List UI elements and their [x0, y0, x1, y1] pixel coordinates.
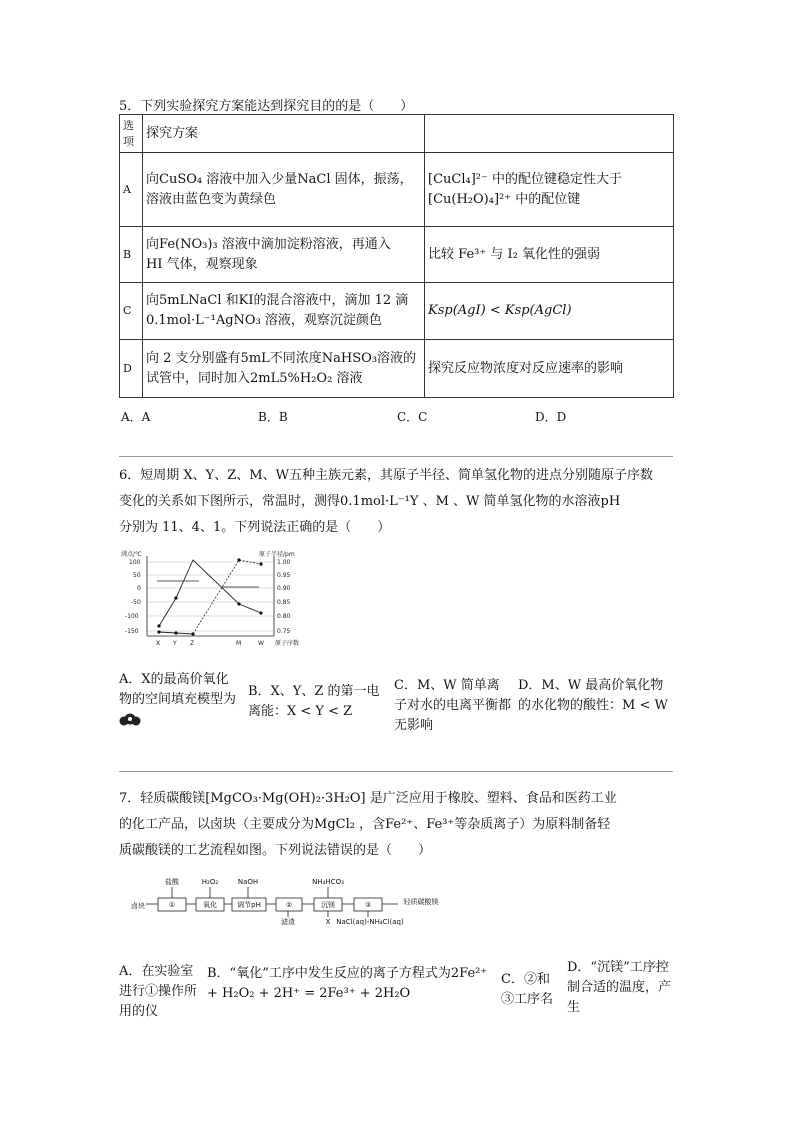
- goal-formula: [CuCl₄]²⁻: [428, 171, 488, 187]
- row-goal: [425, 153, 674, 227]
- table-row: [120, 153, 674, 227]
- q6-choice-a: [119, 670, 241, 730]
- flow-box: ①: [168, 901, 176, 909]
- q6-formula: W: [466, 494, 480, 509]
- flow-output: 滤渣: [281, 918, 295, 926]
- left-axis-label: 沸点/℃: [121, 551, 142, 558]
- q7-stem-text: ，含: [359, 817, 386, 832]
- q6-stem-text: 分别为 11、4、1。下列说法正确的是（ ）: [119, 520, 391, 535]
- plan-formula: 5mLNaCl: [159, 293, 222, 308]
- table-header-row: [120, 115, 674, 153]
- plan-text: 溶液中滴加淀粉溶液，再通入: [221, 236, 391, 252]
- space-filling-model-icon: [119, 713, 141, 727]
- plan-text: 的混合溶液中，滴加 12 滴: [253, 293, 409, 308]
- divider: [119, 456, 673, 457]
- plan-formula: 5mL: [240, 350, 270, 366]
- q7-stem-text: 是广泛应用于橡胶、塑料、食品和医药工业: [369, 791, 617, 806]
- x-tick: Y: [173, 640, 177, 647]
- left-tick: 0: [137, 585, 141, 592]
- q7-stem-text: 的化工产品，以卤块（主要成分为: [119, 817, 315, 832]
- q7-choice-b: [207, 964, 497, 1004]
- right-tick: 0.85: [277, 599, 291, 606]
- goal-text: 中的配位键稳定性大于: [492, 171, 623, 187]
- choice-formula: X: [141, 672, 151, 687]
- right-tick: 0.95: [277, 572, 291, 579]
- q7-stem-text: 等杂质离子）为原料制备轻: [454, 817, 611, 832]
- x-axis-label: 原子序数: [275, 640, 300, 647]
- q7-formula: MgCl₂: [314, 817, 355, 832]
- row-plan: [143, 340, 425, 398]
- plan-formula: 2mL5%H₂O₂: [250, 370, 333, 386]
- left-tick: -150: [125, 628, 139, 635]
- q6-choice-b: [248, 682, 388, 722]
- x-tick: X: [156, 640, 161, 647]
- q6-formula: 0.1mol·L⁻¹Y: [340, 494, 419, 509]
- choice-text: A．: [119, 672, 142, 687]
- choice-text: C．M、W 简单离子对水的电离平衡都无影响: [394, 678, 512, 733]
- goal-text: 探究反应物浓度对反应速率的影响: [428, 360, 624, 376]
- flow-box: 沉镁: [321, 901, 335, 909]
- plan-formula: HI: [146, 256, 163, 272]
- plan-text: 固体，振荡，溶液由蓝色变为黄绿色: [146, 171, 413, 207]
- right-tick: 0.75: [277, 628, 291, 635]
- row-goal: [425, 340, 674, 398]
- flow-reagent: 盐酸: [165, 878, 179, 886]
- choice-b: B．B: [258, 410, 288, 424]
- choice-formula: M < W: [622, 698, 668, 713]
- row-goal: [425, 283, 674, 340]
- choice-d: D．D: [535, 410, 567, 424]
- plan-text: 溶液的试管中，同时加入: [146, 350, 417, 386]
- plan-text: 向: [146, 236, 160, 252]
- q7-formula: Fe³⁺: [426, 817, 455, 832]
- flow-box: 氧化: [203, 901, 217, 909]
- choice-text: 的最高价氧化物的空间填充模型为: [119, 672, 237, 707]
- header-option: 选项: [120, 115, 143, 153]
- left-tick: -50: [131, 599, 141, 606]
- x-tick: M: [236, 640, 242, 647]
- table-row: [120, 340, 674, 398]
- q7-choice-a: A．在实验室进行①操作所用的仪: [119, 964, 198, 1019]
- plan-formula: NaCl: [297, 171, 331, 187]
- right-tick: 0.80: [277, 613, 291, 620]
- right-axis-label: 原子半径/pm: [259, 551, 295, 558]
- flow-box: 调节pH: [237, 901, 261, 909]
- q6-stem-text: 6．短周期 X、Y、Z、M、W五种主族元素，其原子半径、简单氢化物的进点分别随原子序数: [119, 468, 653, 483]
- flow-reagent: H₂O₂: [201, 878, 219, 886]
- header-plan: 探究方案: [143, 115, 425, 153]
- plan-text: 溶液，观察沉淀颜色: [264, 313, 382, 328]
- table-row: [120, 283, 674, 340]
- q7-stem-text: 、: [413, 817, 427, 832]
- q7-stem: [119, 786, 679, 864]
- plan-text: 向: [146, 293, 160, 308]
- flow-output: NaCl(aq)-NH₄Cl(aq): [336, 918, 404, 926]
- choice-a: A．A: [121, 410, 151, 424]
- q7-stem-text: 7．轻质碳酸镁: [119, 791, 206, 806]
- flow-reagent: NaOH: [237, 878, 259, 886]
- plan-formula: 0.1mol·L⁻¹AgNO₃: [146, 313, 261, 328]
- x-tick: W: [258, 640, 264, 647]
- q5-stem: 5．下列实验探究方案能达到探究目的的是（ ）: [119, 99, 414, 114]
- plan-text: 溶液: [336, 370, 363, 386]
- row-option: A: [120, 153, 143, 227]
- left-tick: 100: [129, 559, 141, 566]
- plan-text: 向 2 支分别盛有: [146, 350, 241, 366]
- plan-formula: Fe(NO₃)₃: [159, 236, 218, 252]
- goal-text: 比较: [428, 246, 455, 262]
- flow-box: ②: [285, 901, 293, 909]
- plan-formula: KI: [238, 293, 254, 308]
- x-tick: Z: [190, 640, 195, 647]
- q6-formula: pH: [600, 494, 621, 509]
- q6-stem: [119, 463, 679, 541]
- plan-formula: NaHSO₃: [321, 350, 378, 366]
- row-option: C: [120, 283, 143, 340]
- row-option: D: [120, 340, 143, 398]
- flow-end: 轻质碳酸镁: [403, 898, 439, 906]
- goal-text: 氧化性的强弱: [522, 246, 601, 262]
- flow-output: X: [325, 918, 331, 926]
- choice-c: C．C: [397, 410, 428, 424]
- q7-stem-text: 质碳酸镁的工艺流程如图。下列说法错误的是（ ）: [119, 843, 432, 858]
- boiling-point-radius-chart: [119, 548, 309, 652]
- choice-formula: X < Y < Z: [287, 704, 353, 719]
- plan-text: 溶液中加入少量: [206, 171, 298, 187]
- row-option: B: [120, 227, 143, 283]
- plan-text: 和: [225, 293, 239, 308]
- goal-formula: Fe³⁺: [458, 246, 487, 262]
- choice-text: B．“氧化”工序中发生反应的离子方程式为: [207, 966, 451, 981]
- row-plan: [143, 227, 425, 283]
- goal-text: 中的配位键: [515, 191, 581, 207]
- choice-text: B．X、Y、Z 的第一电离能：: [248, 684, 380, 719]
- left-tick: -100: [125, 613, 139, 620]
- goal-formula: [Cu(H₂O)₄]²⁺: [428, 191, 512, 207]
- right-tick: 0.90: [277, 585, 291, 592]
- process-flow-diagram: [128, 874, 440, 934]
- q7-formula: Fe²⁺: [385, 817, 414, 832]
- header-goal: [425, 115, 674, 153]
- choice-formula: 2Fe²⁺ + H₂O₂ + 2H⁺ = 2Fe³⁺ + 2H₂O: [207, 966, 488, 1001]
- row-plan: [143, 153, 425, 227]
- choice-text: D．M、W 最高价氧化物的水化物的酸性：: [518, 678, 664, 713]
- flow-box: ③: [364, 901, 372, 909]
- plan-text: 不同浓度: [269, 350, 322, 366]
- flow-start: 卤块: [131, 902, 145, 910]
- row-plan: [143, 283, 425, 340]
- q7-choice-d: D．“沉镁”工序控制合适的温度，产生: [567, 960, 672, 1015]
- goal-formula: Ksp(AgI) < Ksp(AgCl): [428, 303, 572, 318]
- divider: [119, 771, 673, 772]
- q7-formula: [MgCO₃·Mg(OH)₂·3H₂O]: [205, 791, 366, 806]
- plan-text: 向: [146, 171, 160, 187]
- experiment-table: [119, 114, 674, 398]
- right-tick: 1.00: [277, 559, 291, 566]
- table-row: [120, 227, 674, 283]
- left-tick: 50: [133, 572, 141, 579]
- q7-choice-c: C．②和③工序名: [501, 972, 554, 1007]
- q6-choice-d: [518, 676, 674, 716]
- plan-text: 气体，观察现象: [166, 256, 258, 272]
- q6-choice-c: [394, 676, 512, 736]
- q6-stem-text: 、M 、: [422, 494, 467, 509]
- goal-text: 与: [490, 246, 504, 262]
- plan-formula: CuSO₄: [159, 171, 203, 187]
- flow-reagent: NH₄HCO₃: [312, 878, 344, 886]
- q6-stem-text: 变化的关系如下图所示，常温时，测得: [119, 494, 341, 509]
- q6-stem-text: 简单氢化物的水溶液: [483, 494, 601, 509]
- row-goal: [425, 227, 674, 283]
- goal-formula: I₂: [507, 246, 518, 262]
